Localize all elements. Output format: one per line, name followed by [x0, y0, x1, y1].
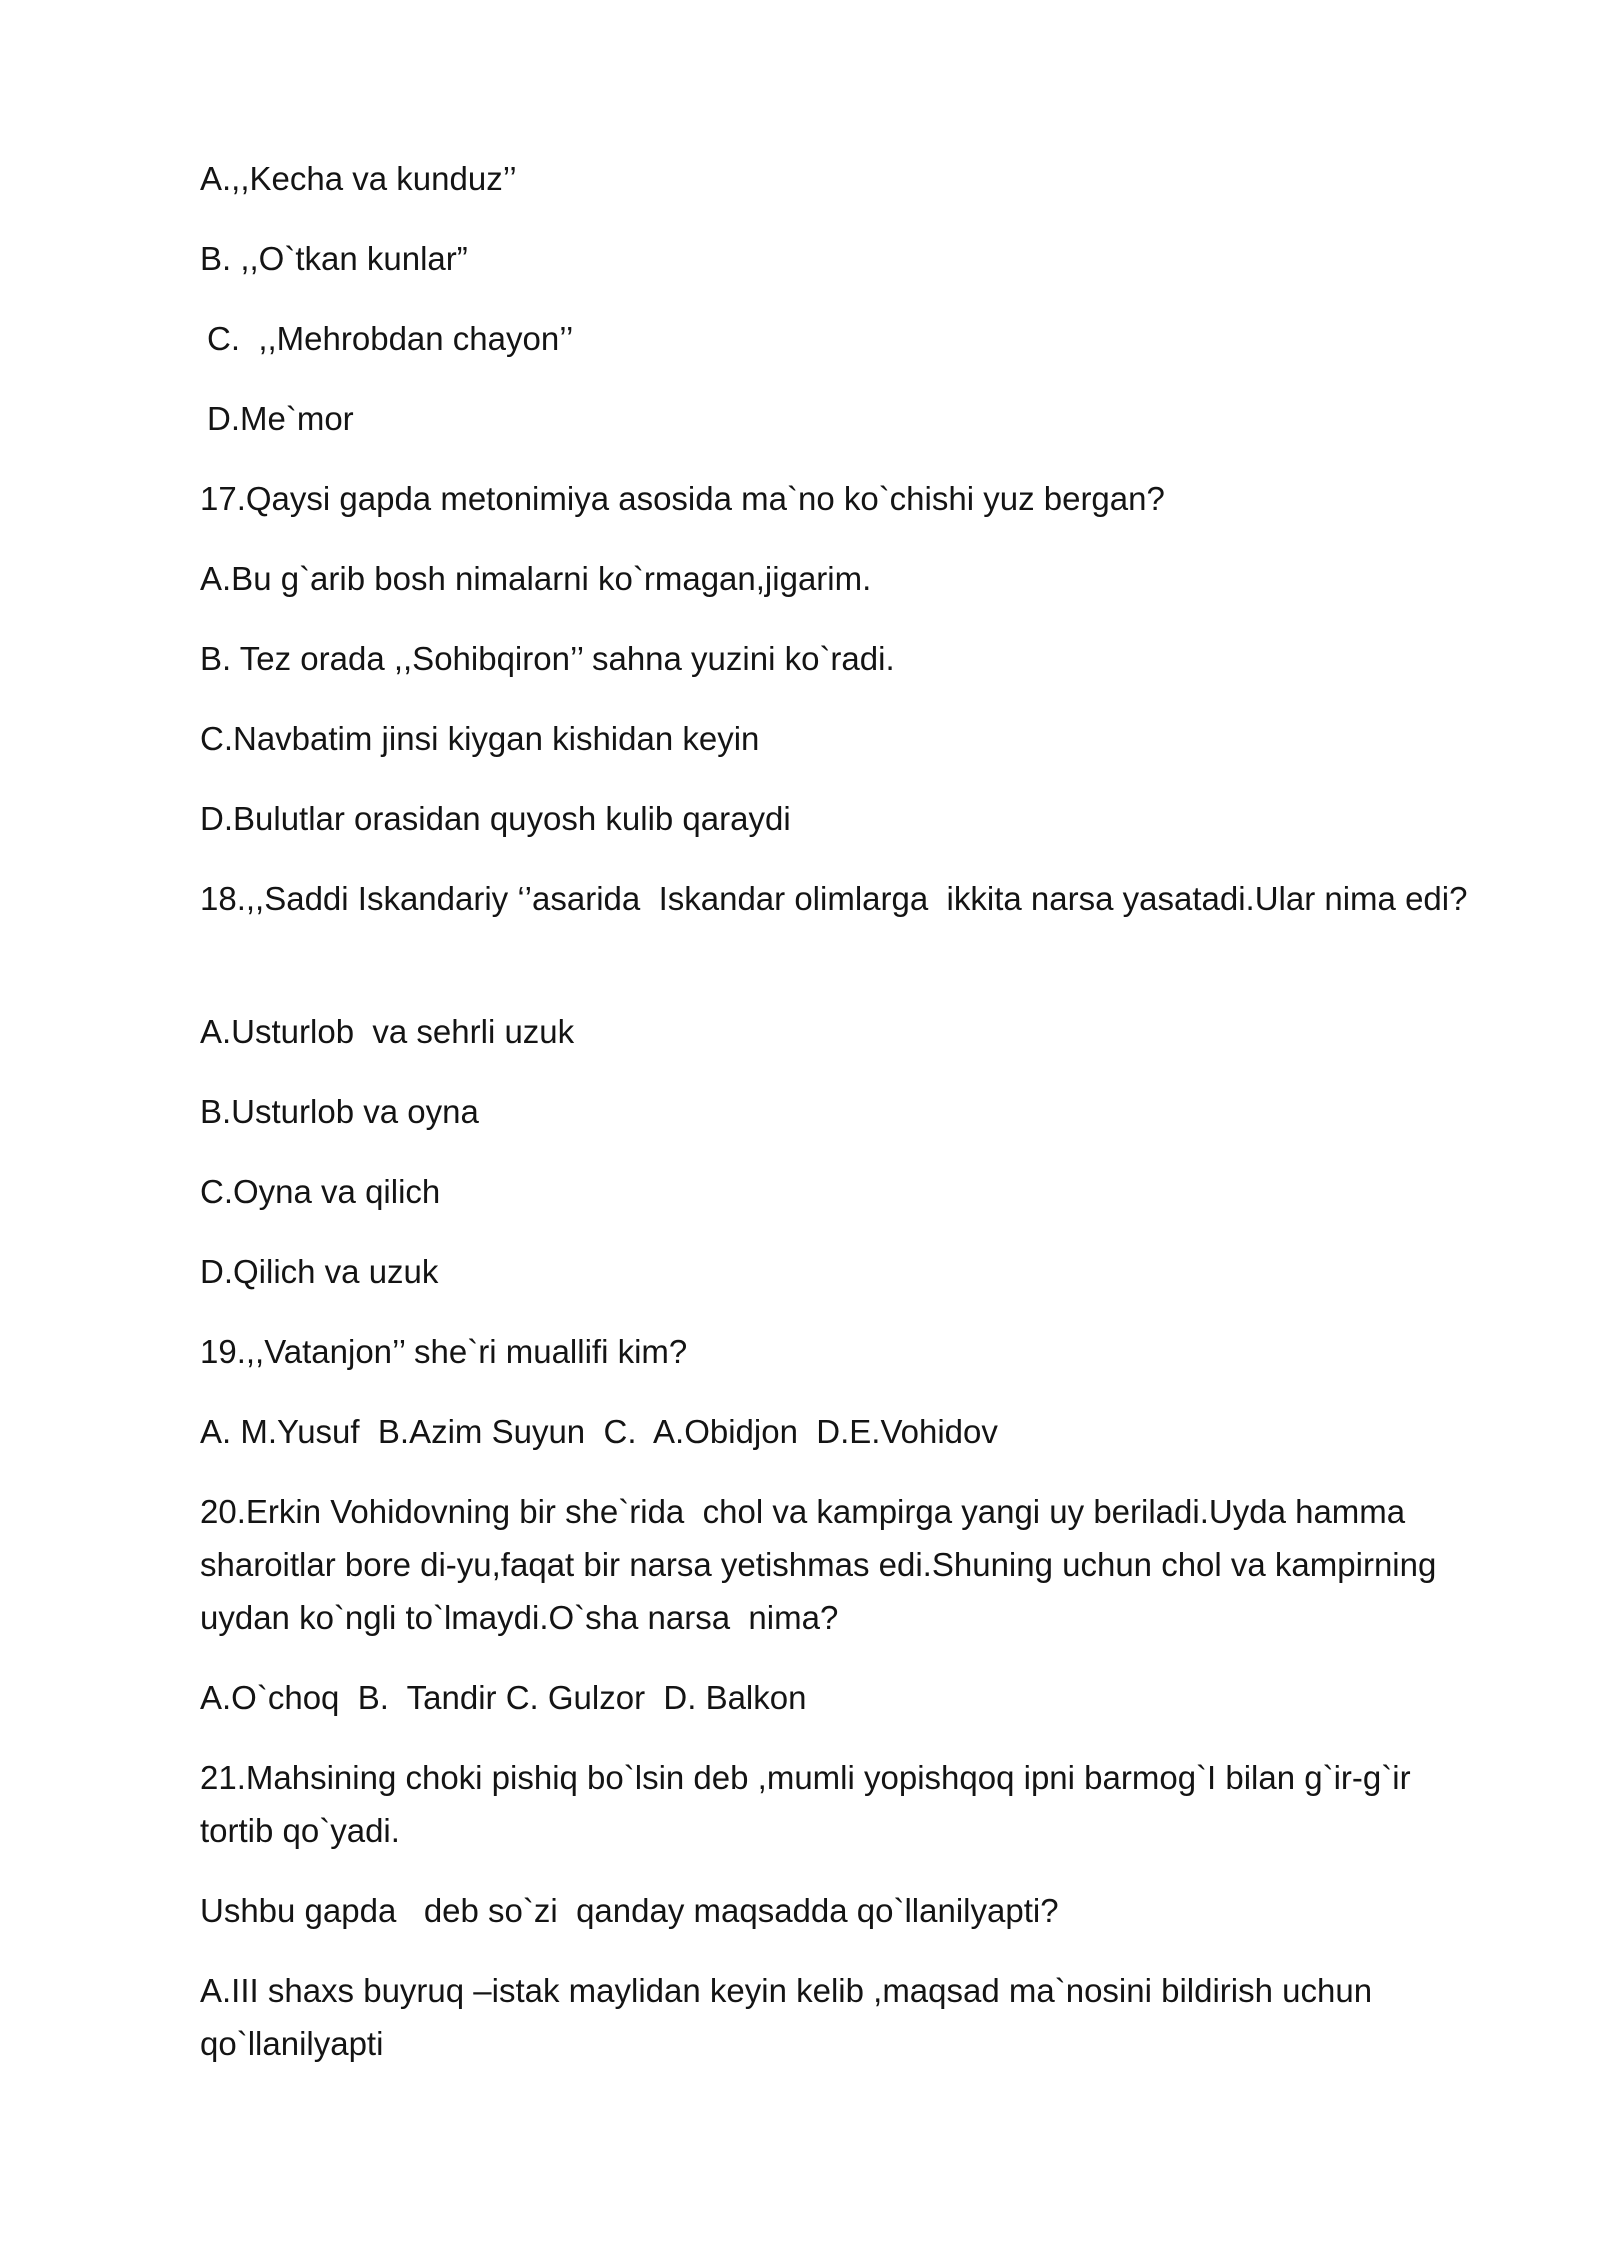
question-20: 20.Erkin Vohidovning bir she`rida chol va kampirga yangi uy beriladi.Uyda hamma sharoitlar bore di-yu,faqat bir narsa yetishmas edi.Shuning uchun chol va kampirning uydan ko`ngli to`lmaydi.O`sha narsa nima? — [200, 1493, 1446, 1636]
question-18-option-c: C.Oyna va qilich — [200, 1173, 441, 1210]
question-18-option-d: D.Qilich va uzuk — [200, 1253, 439, 1290]
question-19-options: A. M.Yusuf B.Azim Suyun C. A.Obidjon D.E.Vohidov — [200, 1413, 998, 1450]
question-21-prompt: Ushbu gapda deb so`zi qanday maqsadda qo`llanilyapti? — [200, 1892, 1059, 1929]
option-d-memor: D.Me`mor — [207, 400, 354, 437]
question-21-option-a: A.III shaxs buyruq –istak maylidan keyin kelib ,maqsad ma`nosini bildirish uchun qo`llanilyapti — [200, 1972, 1382, 2062]
question-17-option-a: A.Bu g`arib bosh nimalarni ko`rmagan,jigarim. — [200, 560, 872, 597]
option-c-mehrobdan-chayon: C. ,,Mehrobdan chayon’’ — [207, 320, 574, 357]
question-17-option-c: C.Navbatim jinsi kiygan kishidan keyin — [200, 720, 760, 757]
question-21: 21.Mahsining choki pishiq bo`lsin deb ,mumli yopishqoq ipni barmog`I bilan g`ir-g`ir tortib qo`yadi. — [200, 1759, 1420, 1849]
question-18-option-b: B.Usturlob va oyna — [200, 1093, 479, 1130]
question-17: 17.Qaysi gapda metonimiya asosida ma`no ko`chishi yuz bergan? — [200, 480, 1165, 517]
question-18: 18.,,Saddi Iskandariy ‘’asarida Iskandar olimlarga ikkita narsa yasatadi.Ular nima edi? — [200, 880, 1468, 917]
question-20-options: A.O`choq B. Tandir C. Gulzor D. Balkon — [200, 1679, 807, 1716]
question-17-option-d: D.Bulutlar orasidan quyosh kulib qaraydi — [200, 800, 791, 837]
question-18-option-a: A.Usturlob va sehrli uzuk — [200, 1013, 575, 1050]
option-b-otkan-kunlar: B. ,,O`tkan kunlar” — [200, 240, 468, 277]
question-17-option-b: B. Tez orada ,,Sohibqiron’’ sahna yuzini ko`radi. — [200, 640, 895, 677]
option-a-kecha-va-kunduz: A.,,Kecha va kunduz’’ — [200, 160, 517, 197]
question-19: 19.,,Vatanjon’’ she`ri muallifi kim? — [200, 1333, 688, 1370]
